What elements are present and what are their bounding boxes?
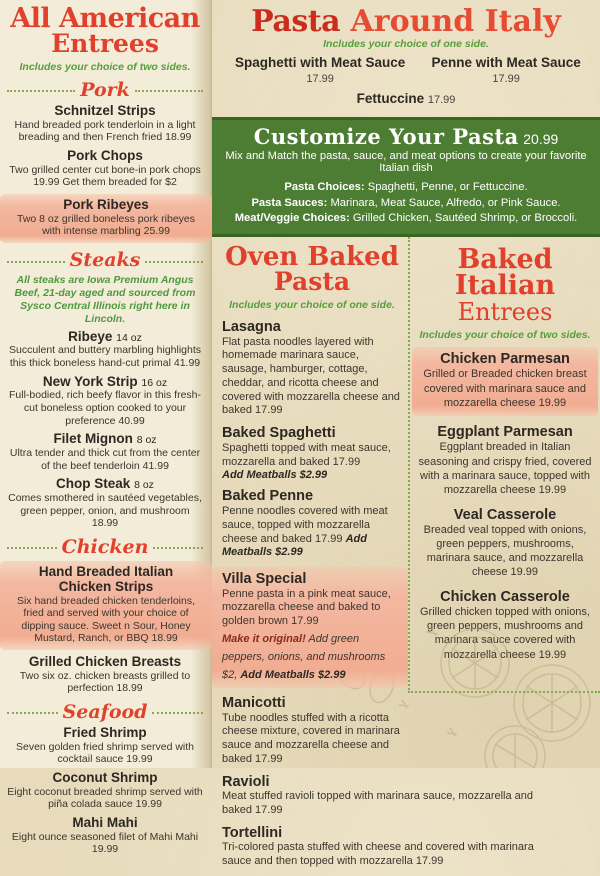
- pasta-around-italy-title: [216, 4, 596, 39]
- section-header-chicken: [7, 536, 203, 558]
- item-note: Add Meatballs $2.99: [222, 469, 328, 482]
- item-name-text: Chop Steak: [56, 476, 131, 492]
- item-name: Veal Casserole: [453, 506, 557, 523]
- customize-desc: Mix and Match the pasta, sauce, and meat options to create your favorite Italian dish: [225, 150, 587, 174]
- all-american-column: [0, 0, 212, 856]
- menu-item: [416, 589, 594, 662]
- title-line: Pasta: [273, 267, 351, 297]
- menu-item: [222, 824, 534, 869]
- item-note: Add Meatballs $2.99: [222, 532, 367, 559]
- item-name-text: Ribeye: [68, 328, 113, 344]
- section-title: Steaks: [69, 249, 141, 272]
- item-name: Ravioli: [222, 773, 270, 790]
- column-subtitle: Includes your choice of two sides.: [419, 329, 591, 342]
- menu-item: [7, 149, 203, 189]
- menu-item: [222, 773, 534, 818]
- item-desc-text: Penne noodles covered with meat sauce, topped with mozzarella cheese and baked 17.99: [222, 505, 388, 545]
- item-size: 8 oz: [134, 479, 154, 492]
- choice-value: Grilled Chicken, Sautéed Shrimp, or Broccoli.: [352, 212, 578, 225]
- section-header-seafood: [7, 701, 203, 723]
- menu-item: [7, 655, 203, 695]
- item-desc: Eggplant breaded in Italian seasoning and crispy fried, covered with a marinara sauce, topped with mozzarella cheese 19.99: [418, 441, 592, 497]
- dotted-rule: [152, 712, 203, 714]
- item-desc: Two 8 oz grilled boneless pork ribeyes with intense marbling 25.99: [16, 212, 195, 238]
- item-desc: Seven golden fried shrimp served with cocktail sauce 19.99: [15, 740, 194, 766]
- menu-item: [416, 507, 594, 580]
- title-word-rest: Around Italy: [340, 4, 561, 39]
- column-subtitle: Includes your choice of one side.: [229, 298, 395, 311]
- item-desc: Breaded veal topped with onions, green peppers, mushrooms, marinara sauce, and mozzarella cheese 19.99: [423, 523, 587, 579]
- menu-item: [222, 488, 402, 560]
- item-desc: Comes smothered in sautéed vegetables, green pepper, onion, and mushroom 18.99: [8, 492, 202, 530]
- choice-label: Pasta Sauces:: [251, 196, 328, 209]
- menu-item: [416, 424, 594, 497]
- customize-price: 20.99: [523, 131, 559, 147]
- item-name: [7, 477, 203, 492]
- baked-italian-title: [416, 244, 594, 326]
- dotted-rule: [7, 90, 75, 92]
- menu-item: [7, 104, 203, 144]
- item-name: Grilled Chicken Breasts: [28, 653, 182, 669]
- section-header-pork: [7, 79, 203, 101]
- dotted-rule: [7, 547, 57, 549]
- menu-item: [418, 55, 594, 85]
- all-american-title: [7, 3, 203, 59]
- choice-label: Pasta Choices:: [284, 181, 365, 193]
- menu-item-highlighted: [0, 194, 212, 243]
- customize-choice-line: [216, 196, 596, 212]
- item-name: [7, 432, 203, 447]
- item-name: Fettuccine: [356, 91, 425, 106]
- customize-title-row: [216, 124, 596, 149]
- item-desc: Grilled or Breaded chicken breast covered with marinara sauce and mozzarella cheese 19.99: [423, 368, 587, 410]
- choice-label: Meat/Veggie Choices:: [234, 212, 350, 225]
- item-name: Pork Ribeyes: [63, 197, 149, 213]
- customize-your-pasta-box: [212, 117, 600, 237]
- item-desc: Spaghetti topped with meat sauce, mozzarella and baked 17.99: [222, 441, 391, 468]
- item-name: Coconut Shrimp: [52, 769, 158, 785]
- item-desc: Six hand breaded chicken tenderloins, fried and served with your choice of dipping sauce. Sweet n Sour, Honey Mustard, Ranch, or BBQ 18.99: [16, 594, 196, 645]
- item-name: [7, 330, 203, 345]
- title-line: All American: [10, 3, 200, 34]
- item-name: Chicken Parmesan: [440, 351, 570, 368]
- menu-item: [7, 375, 203, 428]
- item-name-text: New York Strip: [42, 373, 138, 389]
- item-name: [7, 375, 203, 390]
- dotted-rule: [145, 261, 203, 263]
- item-name: Spaghetti with Meat Sauce: [234, 55, 406, 70]
- item-name: Tortellini: [222, 824, 283, 841]
- steaks-note: All steaks are Iowa Premium Angus Beef, 21-day aged and sourced from Sysco Central Illinois right here in Lincoln.: [14, 274, 196, 326]
- section-title: Pork: [80, 78, 130, 101]
- title-line: Oven Baked: [225, 242, 399, 273]
- column-subtitle: Includes your choice of two sides.: [19, 60, 191, 73]
- item-desc: Full-bodied, rich beefy flavor in this fresh-cut boneless option cooked to your preference 40.99: [9, 389, 201, 427]
- oven-baked-title: [222, 242, 402, 297]
- section-subtitle: Includes your choice of one side.: [323, 38, 489, 50]
- section-title: Chicken: [61, 535, 149, 558]
- item-size: 8 oz: [136, 434, 157, 447]
- menu-item: [222, 425, 402, 481]
- dotted-rule: [135, 90, 203, 92]
- menu-item-highlighted: [212, 567, 408, 688]
- item-price: 17.99: [492, 73, 520, 85]
- section-title: Seafood: [62, 700, 148, 723]
- choice-value: Marinara, Meat Sauce, Alfredo, or Pink Sauce.: [330, 196, 561, 209]
- menu-item-highlighted: [412, 347, 598, 416]
- item-name: Eggplant Parmesan: [437, 424, 573, 441]
- customize-choice-line: [216, 211, 596, 227]
- customize-choice-line: [216, 180, 596, 196]
- right-region: [212, 0, 600, 868]
- item-desc: Eight coconut breaded shrimp served with piña colada sauce 19.99: [7, 785, 203, 811]
- item-name-text: Filet Mignon: [53, 431, 133, 447]
- note-bold: Add Meatballs $2.99: [240, 668, 346, 681]
- menu-item: [7, 432, 203, 472]
- choice-value: Spaghetti, Penne, or Fettuccine.: [367, 181, 528, 193]
- menu-item-highlighted: [0, 561, 212, 650]
- title-line: Italian: [454, 270, 556, 302]
- item-size: 16 oz: [141, 376, 168, 389]
- item-desc: Meat stuffed ravioli topped with marinara sauce, mozzarella and baked 17.99: [222, 790, 534, 817]
- title-line: Entrees: [457, 297, 553, 326]
- item-name: Pork Chops: [67, 147, 143, 163]
- dotted-rule: [7, 712, 58, 714]
- item-desc: Tube noodles stuffed with a ricotta cheese mixture, covered in marinara sauce and mozzarella cheese and baked 17.99: [222, 711, 400, 765]
- item-desc: Two six oz. chicken breasts grilled to perfection 18.99: [19, 669, 191, 695]
- dotted-rule: [7, 261, 65, 263]
- item-desc: Tri-colored pasta stuffed with cheese and covered with marinara sauce and then topped with mozzarella 17.99: [222, 841, 534, 868]
- menu-item: [7, 816, 203, 856]
- item-name: Baked Spaghetti: [222, 425, 336, 442]
- menu-item: [222, 319, 402, 418]
- menu-item: [7, 771, 203, 811]
- item-desc: Flat pasta noodles layered with homemade marinara sauce, sausage, hamburger, cottage, cheddar, and ricotta cheese and covered with mozzarella cheese and baked 17.99: [222, 335, 400, 417]
- item-name: Chicken Casserole: [440, 588, 570, 605]
- dotted-rule: [153, 547, 203, 549]
- menu-item: [222, 695, 402, 767]
- item-desc: Two grilled center cut bone-in pork chops 19.99 Get them breaded for $2: [9, 163, 201, 189]
- item-desc: Hand breaded pork tenderloin in a light breading and then French fried 18.99: [14, 118, 196, 144]
- pasta-around-italy-section: [212, 0, 600, 110]
- menu-item: [7, 726, 203, 766]
- menu-item: [216, 91, 596, 106]
- customize-title: Customize Your Pasta: [253, 124, 519, 149]
- menu-item: [7, 477, 203, 530]
- item-price: 17.99: [427, 94, 456, 106]
- title-word-pasta: Pasta: [251, 4, 341, 39]
- item-desc: Grilled chicken topped with onions, green peppers, mushrooms and marinara sauce covered with mozzarella cheese 19.99: [420, 605, 590, 661]
- item-note: [222, 629, 402, 683]
- item-desc: [222, 505, 402, 560]
- item-name: Mahi Mahi: [72, 815, 138, 831]
- pasta-items-row: [216, 53, 596, 85]
- item-desc: Eight ounce seasoned filet of Mahi Mahi 19.99: [11, 830, 199, 856]
- item-name: Villa Special: [222, 571, 307, 587]
- lower-columns: [212, 237, 600, 876]
- item-name: Baked Penne: [222, 488, 314, 505]
- item-desc: Penne pasta in a pink meat sauce, mozzarella cheese and baked to golden brown 17.99: [222, 587, 391, 628]
- note-mid: Add green peppers, onions, and mushrooms $2,: [222, 632, 386, 681]
- menu-item: [222, 55, 418, 85]
- item-name: Schnitzel Strips: [54, 102, 156, 118]
- title-line: Entrees: [51, 29, 159, 59]
- item-name: Penne with Meat Sauce: [431, 55, 581, 70]
- section-header-steaks: [7, 249, 203, 271]
- item-name: Hand Breaded Italian Chicken Strips: [38, 563, 174, 594]
- item-desc: Ultra tender and thick cut from the center of the beef tenderloin 41.99: [9, 447, 201, 472]
- item-name: Manicotti: [222, 694, 286, 711]
- item-desc: Succulent and buttery marbling highlights this thick boneless hand-cut primal 41.99: [8, 344, 202, 369]
- note-lead: Make it original!: [222, 632, 306, 645]
- item-price: 17.99: [306, 73, 334, 85]
- title-line: Baked: [457, 244, 553, 276]
- item-name: Fried Shrimp: [63, 724, 147, 740]
- baked-italian-column: [408, 237, 600, 693]
- item-name: Lasagna: [222, 318, 281, 335]
- menu-item: [7, 330, 203, 370]
- item-size: 14 oz: [116, 331, 142, 344]
